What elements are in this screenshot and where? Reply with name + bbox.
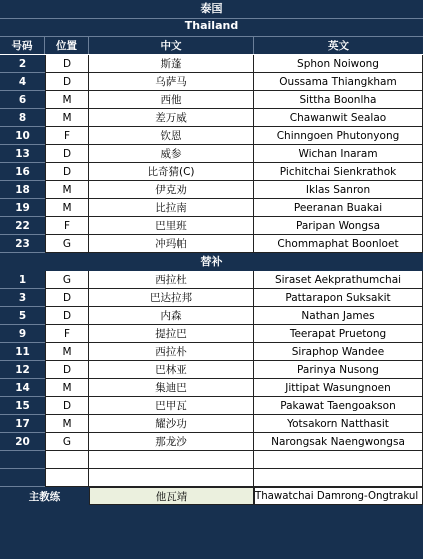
player-name-cn: 集迪巴 — [89, 379, 254, 397]
player-number: 18 — [0, 181, 45, 199]
player-position: M — [45, 181, 89, 199]
player-position: M — [45, 343, 89, 361]
table-row — [0, 271, 423, 289]
table-row — [0, 433, 423, 451]
player-name-cn — [89, 469, 254, 487]
player-name-en: Nathan James — [254, 307, 423, 325]
player-name-cn: 西他 — [89, 91, 254, 109]
player-position: D — [45, 361, 89, 379]
player-name-cn: 巴达拉邦 — [89, 289, 254, 307]
table-row — [0, 343, 423, 361]
player-name-cn: 提拉巴 — [89, 325, 254, 343]
player-name-en: Peeranan Buakai — [254, 199, 423, 217]
player-name-en: Yotsakorn Natthasit — [254, 415, 423, 433]
title-cn: 泰国 — [200, 2, 223, 15]
player-name-en: Pichitchai Sienkrathok — [254, 163, 423, 181]
player-position: M — [45, 91, 89, 109]
player-position: D — [45, 73, 89, 91]
player-position: D — [45, 163, 89, 181]
player-position: M — [45, 379, 89, 397]
player-name-cn: 西拉朴 — [89, 343, 254, 361]
coach-name-cn: 他瓦靖 — [89, 487, 254, 505]
player-number: 11 — [0, 343, 45, 361]
player-position: M — [45, 199, 89, 217]
player-position: M — [45, 415, 89, 433]
coach-name-en: Thawatchai Damrong-Ongtrakul — [254, 487, 423, 505]
player-position: D — [45, 145, 89, 163]
table-row — [0, 451, 423, 469]
player-position: D — [45, 289, 89, 307]
subs-label: 替补 — [200, 255, 223, 268]
player-name-en: Sittha Boonlha — [254, 91, 423, 109]
table-row — [0, 163, 423, 181]
table-row — [0, 91, 423, 109]
table-row — [0, 307, 423, 325]
player-name-cn: 内森 — [89, 307, 254, 325]
player-name-cn: 冲玛帕 — [89, 235, 254, 253]
player-name-en: Iklas Sanron — [254, 181, 423, 199]
player-name-en — [254, 451, 423, 469]
player-name-en: Chinngoen Phutonyong — [254, 127, 423, 145]
player-name-en: Wichan Inaram — [254, 145, 423, 163]
player-number: 1 — [0, 271, 45, 289]
player-name-cn — [89, 451, 254, 469]
header-row — [0, 36, 423, 54]
player-number: 23 — [0, 235, 45, 253]
player-number: 2 — [0, 55, 45, 73]
player-number: 17 — [0, 415, 45, 433]
player-position: D — [45, 307, 89, 325]
coach-row — [0, 487, 423, 505]
table-row — [0, 325, 423, 343]
player-position: G — [45, 271, 89, 289]
player-name-en: Sphon Noiwong — [254, 55, 423, 73]
player-number: 20 — [0, 433, 45, 451]
player-name-en: Parinya Nusong — [254, 361, 423, 379]
player-number: 10 — [0, 127, 45, 145]
player-name-cn: 巴林亚 — [89, 361, 254, 379]
player-position: D — [45, 397, 89, 415]
title-cn-band — [0, 0, 423, 18]
table-row — [0, 469, 423, 487]
player-number: 12 — [0, 361, 45, 379]
player-number: 13 — [0, 145, 45, 163]
player-name-en: Paripan Wongsa — [254, 217, 423, 235]
player-name-cn: 威参 — [89, 145, 254, 163]
player-name-cn: 比奇猜(C) — [89, 163, 254, 181]
player-number: 3 — [0, 289, 45, 307]
table-row — [0, 73, 423, 91]
player-number: 4 — [0, 73, 45, 91]
player-name-en: Siraset Aekprathumchai — [254, 271, 423, 289]
subs-band — [0, 253, 423, 271]
table-row — [0, 55, 423, 73]
player-number: 8 — [0, 109, 45, 127]
player-number: 16 — [0, 163, 45, 181]
header-name-cn: 中文 — [89, 37, 254, 54]
player-name-en: Pattarapon Suksakit — [254, 289, 423, 307]
player-name-cn: 巴甲瓦 — [89, 397, 254, 415]
player-name-cn: 耀沙功 — [89, 415, 254, 433]
player-name-cn: 巴里班 — [89, 217, 254, 235]
player-number: 14 — [0, 379, 45, 397]
player-number: 5 — [0, 307, 45, 325]
footer-band — [0, 505, 423, 559]
player-name-cn: 那龙沙 — [89, 433, 254, 451]
table-row — [0, 181, 423, 199]
table-row — [0, 289, 423, 307]
table-row — [0, 109, 423, 127]
table-row — [0, 235, 423, 253]
player-number: 22 — [0, 217, 45, 235]
player-name-en: Siraphop Wandee — [254, 343, 423, 361]
player-name-en — [254, 469, 423, 487]
player-number — [0, 451, 45, 469]
player-position: G — [45, 433, 89, 451]
player-name-en: Oussama Thiangkham — [254, 73, 423, 91]
player-name-cn: 比拉南 — [89, 199, 254, 217]
player-name-cn: 西拉杜 — [89, 271, 254, 289]
player-number: 19 — [0, 199, 45, 217]
player-name-en: Jittipat Wasungnoen — [254, 379, 423, 397]
table-row — [0, 127, 423, 145]
player-name-en: Teerapat Pruetong — [254, 325, 423, 343]
player-position: F — [45, 217, 89, 235]
table-row — [0, 217, 423, 235]
player-number: 6 — [0, 91, 45, 109]
player-name-en: Pakawat Taengoakson — [254, 397, 423, 415]
player-number: 9 — [0, 325, 45, 343]
header-position: 位置 — [45, 37, 89, 54]
table-row — [0, 361, 423, 379]
table-row — [0, 199, 423, 217]
table-row — [0, 415, 423, 433]
player-name-en: Chawanwit Sealao — [254, 109, 423, 127]
player-position — [45, 451, 89, 469]
player-name-en: Narongsak Naengwongsa — [254, 433, 423, 451]
player-position: G — [45, 235, 89, 253]
player-number: 15 — [0, 397, 45, 415]
player-position: F — [45, 325, 89, 343]
player-name-cn: 伊克劝 — [89, 181, 254, 199]
player-name-cn: 差万威 — [89, 109, 254, 127]
player-position: M — [45, 109, 89, 127]
player-position: D — [45, 55, 89, 73]
player-position — [45, 469, 89, 487]
header-name-en: 英文 — [254, 37, 423, 54]
player-number — [0, 469, 45, 487]
player-name-cn: 乌萨马 — [89, 73, 254, 91]
header-number: 号码 — [0, 37, 45, 54]
player-position: F — [45, 127, 89, 145]
player-name-cn: 斯蓬 — [89, 55, 254, 73]
coach-label: 主教练 — [0, 487, 89, 505]
player-name-cn: 钦恩 — [89, 127, 254, 145]
table-row — [0, 145, 423, 163]
title-en-band — [0, 18, 423, 36]
title-en: Thailand — [184, 19, 239, 32]
player-name-en: Chommaphat Boonloet — [254, 235, 423, 253]
table-row — [0, 379, 423, 397]
table-row — [0, 397, 423, 415]
